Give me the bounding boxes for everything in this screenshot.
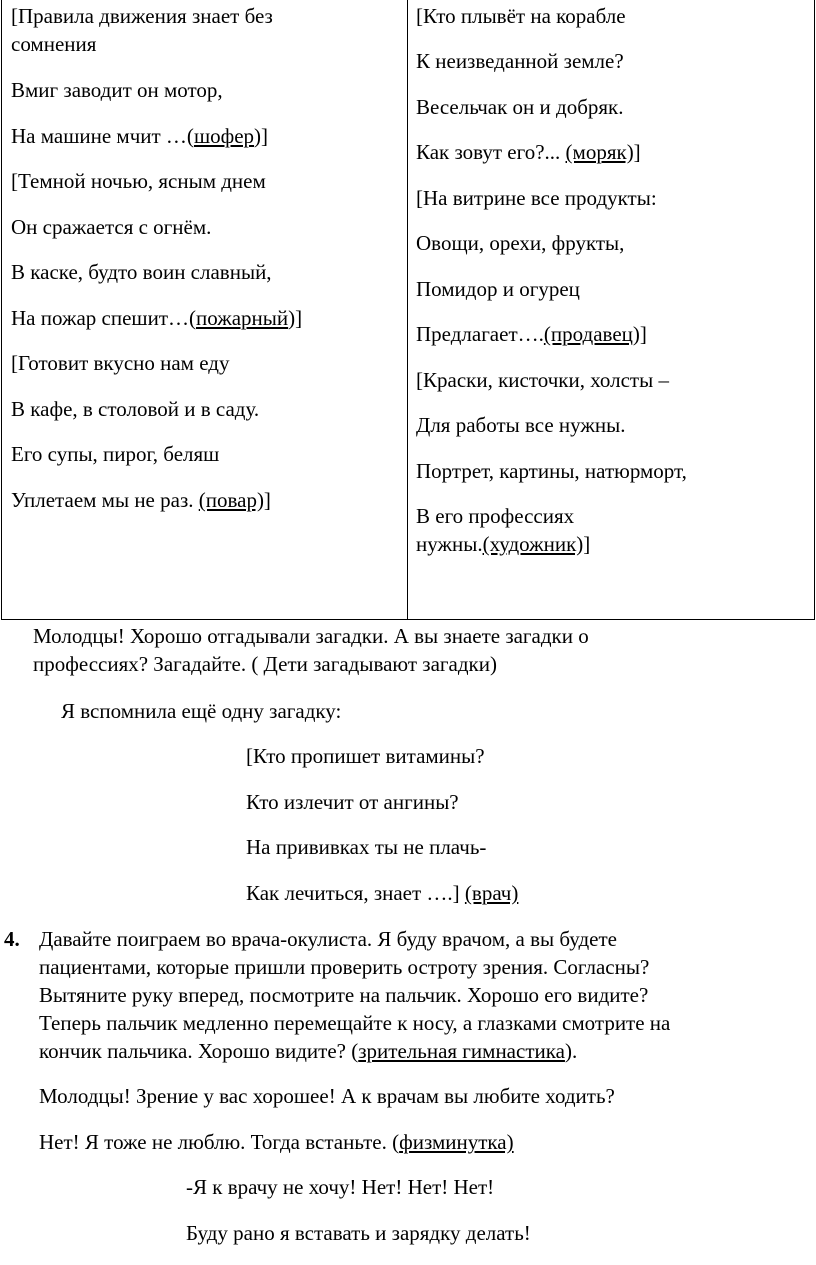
riddle-line: нужны.(художник)] xyxy=(416,532,591,556)
activity-label: физминутка) xyxy=(399,1130,514,1154)
riddle-line: Овощи, орехи, фрукты, xyxy=(416,231,625,255)
riddle-answer: (моряк)] xyxy=(565,140,641,164)
riddle-line: Предлагает….(продавец)] xyxy=(416,322,647,346)
riddle-line: [Краски, кисточки, холсты – xyxy=(416,368,669,392)
riddle-line: На пожар спешит…(пожарный)] xyxy=(11,306,303,330)
riddle-table xyxy=(1,0,815,620)
section-paragraph: Молодцы! Зрение у вас хорошее! А к врачам вы любите ходить? xyxy=(39,1084,615,1108)
section-paragraph-line: кончик пальчика. Хорошо видите? (зрительная гимнастика). xyxy=(39,1039,578,1063)
riddle-line: Он сражается с огнём. xyxy=(11,215,212,239)
riddle-line: [Кто плывёт на корабле xyxy=(416,4,626,28)
riddle-line: Его супы, пирог, беляш xyxy=(11,442,220,466)
verse-line: Буду рано я вставать и зарядку делать! xyxy=(186,1221,531,1245)
doctor-riddle-line: Кто излечит от ангины? xyxy=(246,790,459,814)
doctor-riddle-line: [Кто пропишет витамины? xyxy=(246,744,485,768)
section-paragraph-line: Вытяните руку вперед, посмотрите на пальчик. Хорошо его видите? xyxy=(39,983,649,1007)
riddle-line: Вмиг заводит он мотор, xyxy=(11,78,223,102)
riddle-line: В каске, будто воин славный, xyxy=(11,260,272,284)
riddle-answer: (повар)] xyxy=(198,488,271,512)
riddle-line: Для работы все нужны. xyxy=(416,413,626,437)
riddle-line: К неизведанной земле? xyxy=(416,49,624,73)
riddle-line: В его профессиях xyxy=(416,504,575,528)
riddle-answer: (художник)] xyxy=(482,532,591,556)
section-paragraph-line: Теперь пальчик медленно перемещайте к носу, а глазками смотрите на xyxy=(39,1011,671,1035)
praise-paragraph-line: Молодцы! Хорошо отгадывали загадки. А вы знаете загадки о xyxy=(33,624,589,648)
doctor-riddle-line: На прививках ты не плачь- xyxy=(246,835,487,859)
riddle-answer: шофер xyxy=(193,124,255,148)
praise-paragraph-line: профессиях? Загадайте. ( Дети загадывают загадки) xyxy=(33,652,497,676)
riddle-line: Портрет, картины, натюрморт, xyxy=(416,459,687,483)
riddle-line: [Правила движения знает без xyxy=(11,4,273,28)
riddle-line: [Готовит вкусно нам еду xyxy=(11,351,230,375)
intro-paragraph: Я вспомнила ещё одну загадку: xyxy=(61,699,342,723)
riddle-line: На машине мчит …(шофер)] xyxy=(11,124,269,148)
riddle-column-left xyxy=(2,0,408,620)
section-paragraph-line: пациентами, которые пришли проверить остроту зрения. Согласны? xyxy=(39,955,650,979)
riddle-line: Уплетаем мы не раз. (повар)] xyxy=(11,488,271,512)
riddle-line: [Темной ночью, ясным днем xyxy=(11,169,266,193)
riddle-answer: (врач) xyxy=(464,881,519,905)
section-number: 4. xyxy=(4,927,20,951)
riddle-line: Помидор и огурец xyxy=(416,277,580,301)
riddle-answer: (продавец)] xyxy=(543,322,647,346)
riddle-column-right xyxy=(408,0,816,620)
section-paragraph: Нет! Я тоже не люблю. Тогда встаньте. (физминутка) xyxy=(39,1130,514,1154)
section-paragraph-line: Давайте поиграем во врача-окулиста. Я буду врачом, а вы будете xyxy=(39,927,617,951)
doctor-riddle-line: Как лечиться, знает ….] (врач) xyxy=(246,881,519,905)
riddle-line: Как зовут его?... (моряк)] xyxy=(416,140,641,164)
verse-line: -Я к врачу не хочу! Нет! Нет! Нет! xyxy=(186,1175,495,1199)
riddle-line: В кафе, в столовой и в саду. xyxy=(11,397,260,421)
riddle-line: [На витрине все продукты: xyxy=(416,186,657,210)
riddle-line: Весельчак он и добряк. xyxy=(416,95,624,119)
activity-label: зрительная гимнастика xyxy=(358,1039,565,1063)
riddle-line: сомнения xyxy=(11,32,97,56)
riddle-answer: пожарный xyxy=(196,306,289,330)
